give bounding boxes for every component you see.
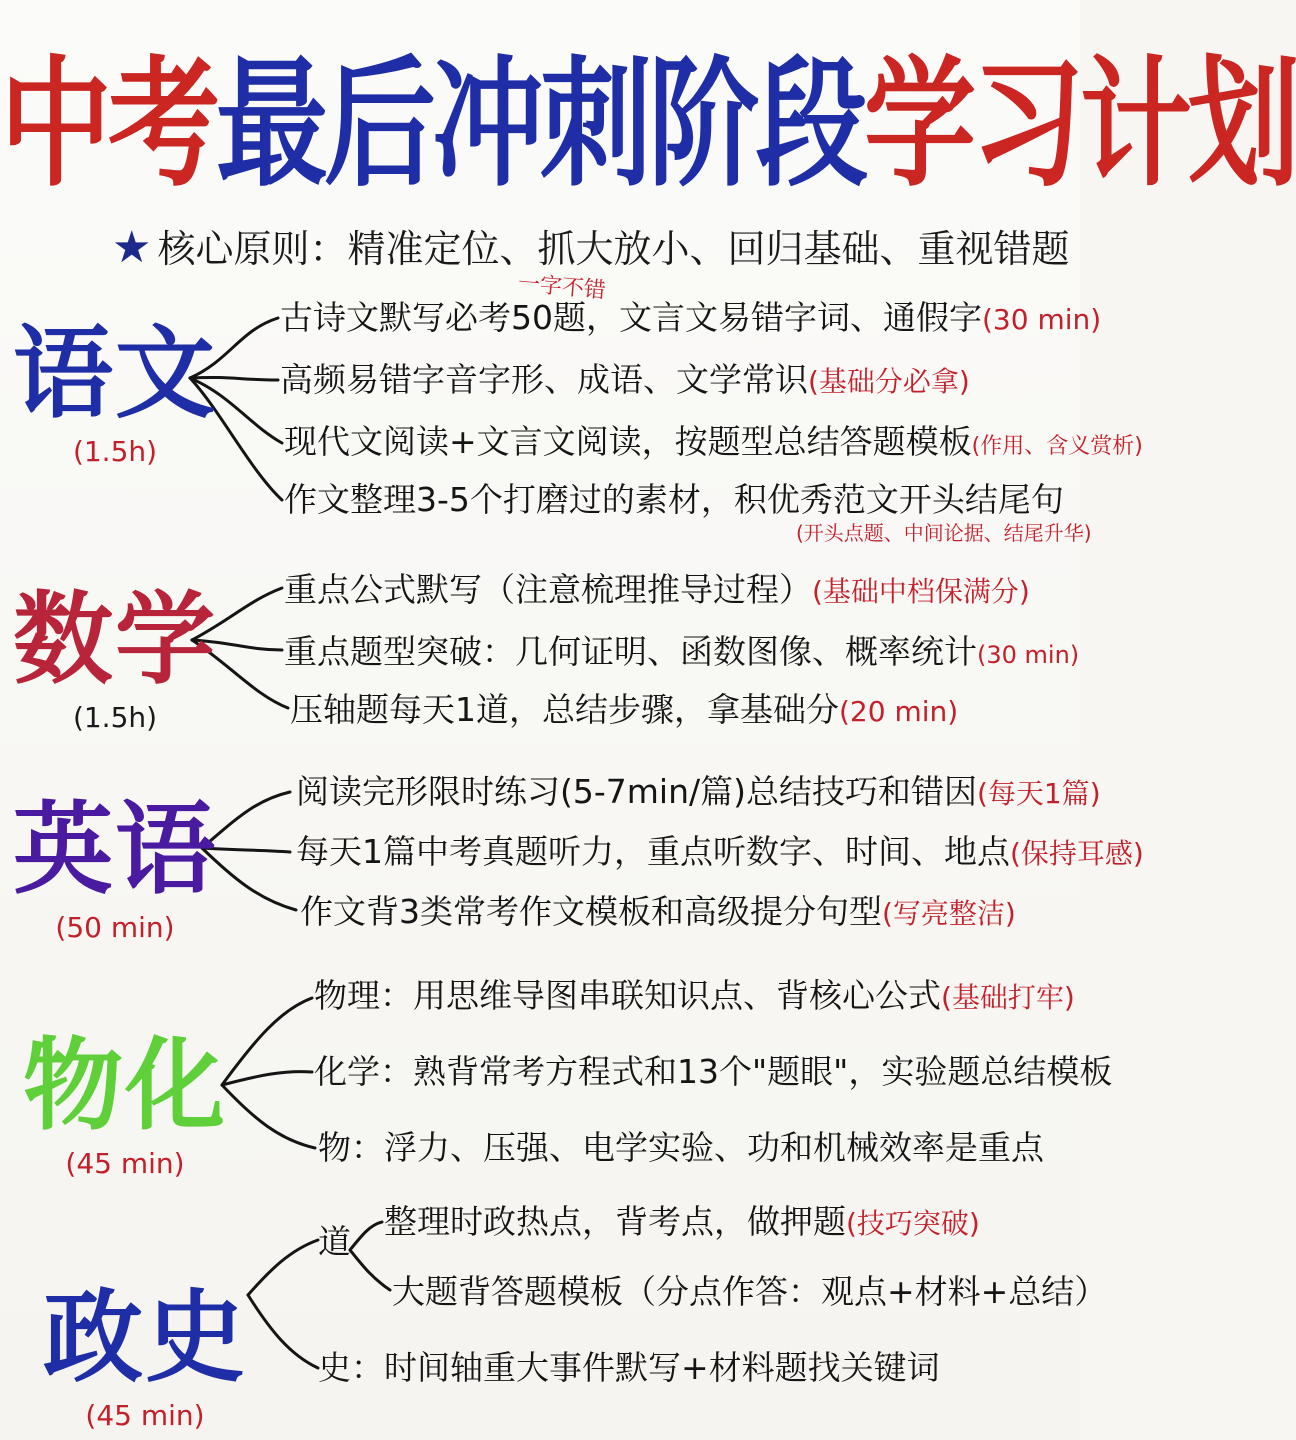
subject-english xyxy=(0,790,230,946)
english-item-2 xyxy=(296,830,1144,876)
english-item-1 xyxy=(296,770,1101,816)
item-text: 化学：熟背常考方程式和13个"题眼"，实验题总结模板 xyxy=(314,1052,1113,1091)
subject-time: (1.5h) xyxy=(72,701,158,734)
item-text: 重点题型突破：几何证明、函数图像、概率统计 xyxy=(284,632,977,671)
subject-politics-history xyxy=(30,1278,260,1434)
subject-name: 英语 xyxy=(13,790,217,908)
history-label: 史： xyxy=(318,1348,384,1387)
subject-chinese xyxy=(0,314,230,470)
item-text: 每天1篇中考真题听力，重点听数字、时间、地点 xyxy=(296,832,1010,871)
item-tag: (30 min) xyxy=(977,641,1080,669)
item-tag: (写亮整洁) xyxy=(882,897,1016,930)
star-icon: ★ xyxy=(112,222,152,273)
title-part-3: 学习计划 xyxy=(864,43,1296,207)
item-text: 古诗文默写必考50题，文言文易错字词、通假字 xyxy=(280,298,982,337)
chinese-item-4-tag: (开头点题、中间论据、结尾升华) xyxy=(796,521,1092,545)
annotation-note: 一字不错 xyxy=(516,271,607,304)
item-text: 作文整理3-5个打磨过的素材，积优秀范文开头结尾句 xyxy=(284,480,1064,519)
title-part-2: 最后冲刺阶段 xyxy=(216,43,864,207)
chinese-item-1 xyxy=(280,296,1101,342)
item-text: 重点公式默写（注意梳理推导过程） xyxy=(284,570,812,609)
item-text: 整理时政热点，背考点，做押题 xyxy=(384,1202,846,1241)
subject-time: (45 min) xyxy=(85,1399,205,1432)
sci-item-2 xyxy=(314,1050,1112,1094)
subject-name: 语文 xyxy=(13,314,217,432)
item-text: 物理：用思维导图串联知识点、背核心公式 xyxy=(314,976,941,1015)
item-tag: (基础中档保满分) xyxy=(812,575,1030,608)
item-tag: (作用、含义赏析) xyxy=(971,434,1143,459)
item-text: 物：浮力、压强、电学实验、功和机械效率是重点 xyxy=(318,1128,1044,1167)
math-item-2 xyxy=(284,630,1079,677)
page-title xyxy=(0,30,1296,220)
subject-time: (50 min) xyxy=(55,911,175,944)
subject-time: (45 min) xyxy=(65,1147,185,1180)
item-text: 高频易错字音字形、成语、文学常识 xyxy=(280,360,808,399)
subject-time: (1.5h) xyxy=(72,435,158,468)
item-tag: (30 min) xyxy=(982,303,1102,336)
item-text: 压轴题每天1道，总结步骤，拿基础分 xyxy=(290,690,839,729)
english-item-3 xyxy=(300,890,1016,936)
polhist-item-2 xyxy=(392,1270,1107,1314)
math-item-1 xyxy=(284,568,1030,614)
item-text: 作文背3类常考作文模板和高级提分句型 xyxy=(300,892,882,931)
item-tag: (20 min) xyxy=(839,695,959,728)
principle-text: 核心原则：精准定位、抓大放小、回归基础、重视错题 xyxy=(157,227,1070,271)
title-part-1: 中考 xyxy=(0,43,216,207)
polhist-item-3 xyxy=(318,1346,940,1390)
polhist-item-1 xyxy=(384,1200,980,1246)
subject-name: 数学 xyxy=(13,580,217,698)
subject-math xyxy=(0,580,230,736)
chinese-item-2 xyxy=(280,358,970,404)
item-text: 阅读完形限时练习(5-7min/篇)总结技巧和错因 xyxy=(296,772,977,811)
subject-name: 政史 xyxy=(43,1278,247,1396)
core-principle xyxy=(112,222,1070,274)
item-tag: (基础打牢) xyxy=(941,981,1075,1014)
math-item-3 xyxy=(290,688,958,734)
sci-item-3 xyxy=(318,1126,1044,1170)
chinese-item-3 xyxy=(284,420,1143,469)
item-tag: (保持耳感) xyxy=(1010,837,1144,870)
sci-item-1 xyxy=(314,974,1075,1020)
item-tag: (基础分必拿) xyxy=(808,365,970,398)
subject-name: 物化 xyxy=(23,1026,227,1144)
item-tag: (技巧突破) xyxy=(846,1207,980,1240)
item-text: 时间轴重大事件默写+材料题找关键词 xyxy=(384,1348,940,1387)
subject-physics-chemistry xyxy=(10,1026,240,1182)
item-text: 现代文阅读+文言文阅读，按题型总结答题模板 xyxy=(284,422,972,461)
item-text: 大题背答题模板（分点作答：观点+材料+总结） xyxy=(392,1272,1108,1311)
item-tag: (每天1篇) xyxy=(977,777,1101,810)
chinese-item-4 xyxy=(284,478,1064,522)
politics-label: 道 xyxy=(318,1222,351,1261)
